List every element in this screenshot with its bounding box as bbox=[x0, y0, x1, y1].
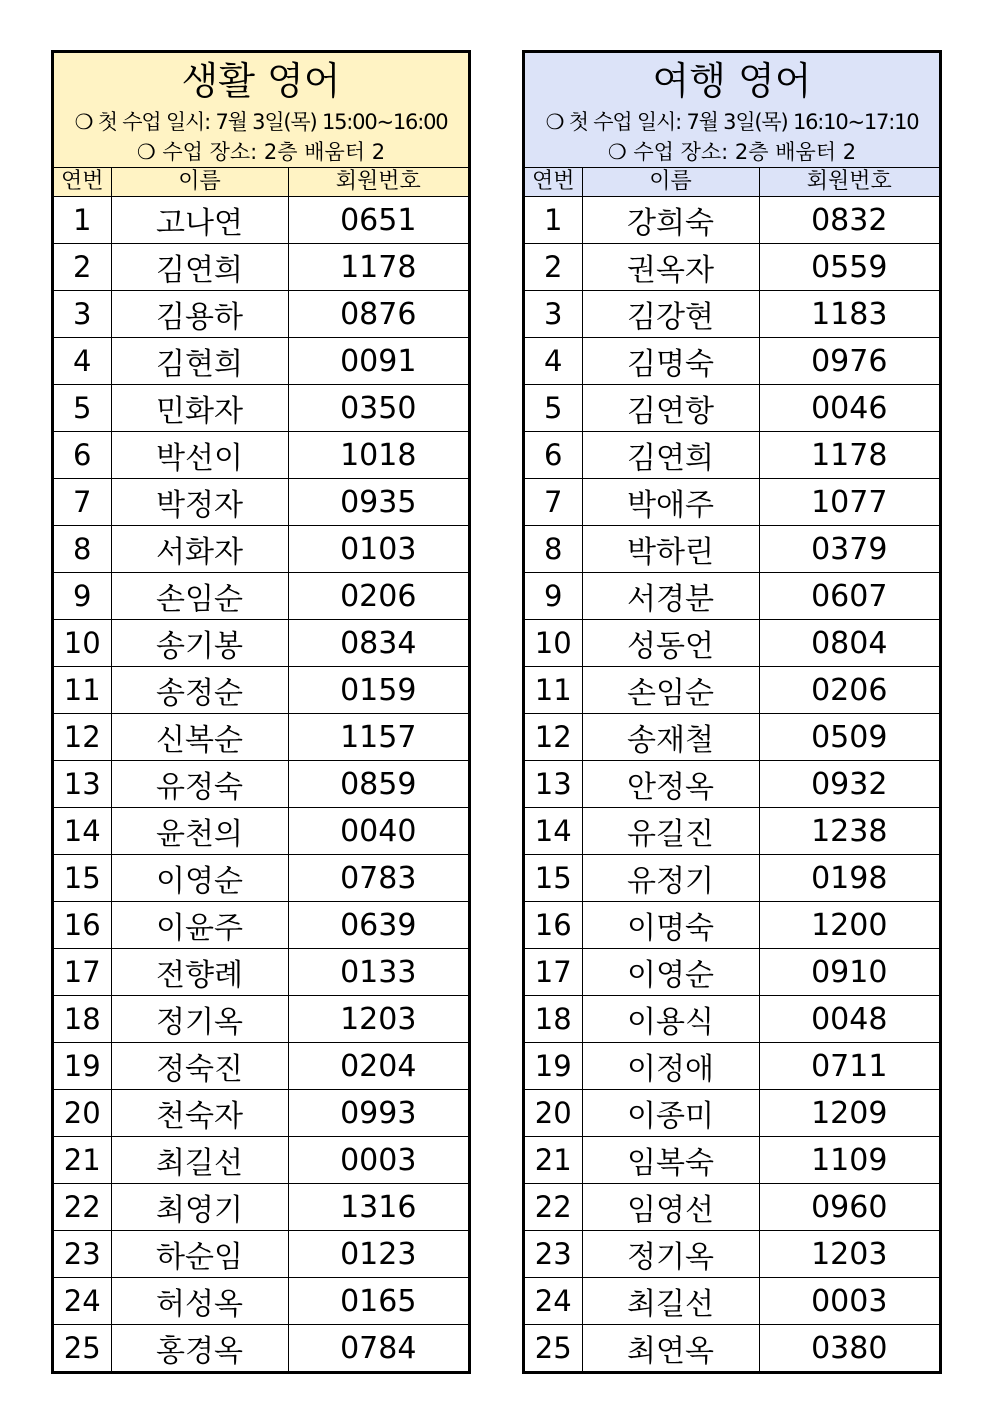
member-id: 0003 bbox=[288, 1137, 468, 1184]
member-id: 0123 bbox=[288, 1231, 468, 1278]
table-row bbox=[525, 338, 939, 385]
row-number: 9 bbox=[525, 573, 582, 620]
row-number: 25 bbox=[525, 1325, 582, 1372]
table-row bbox=[525, 573, 939, 620]
member-id: 0960 bbox=[759, 1184, 939, 1231]
member-name: 최영기 bbox=[111, 1184, 288, 1231]
table-row bbox=[525, 902, 939, 949]
table-row bbox=[54, 385, 468, 432]
member-id: 0204 bbox=[288, 1043, 468, 1090]
row-number: 8 bbox=[54, 526, 111, 573]
member-id: 1018 bbox=[288, 432, 468, 479]
member-name: 송기봉 bbox=[111, 620, 288, 667]
member-name: 이영순 bbox=[111, 855, 288, 902]
roster-table-header bbox=[525, 168, 939, 197]
row-number: 23 bbox=[525, 1231, 582, 1278]
table-row bbox=[54, 1184, 468, 1231]
member-name: 박선이 bbox=[111, 432, 288, 479]
member-name: 이종미 bbox=[582, 1090, 759, 1137]
member-name: 박정자 bbox=[111, 479, 288, 526]
member-name: 손임순 bbox=[582, 667, 759, 714]
column-header-number: 연번 bbox=[54, 168, 111, 197]
member-id: 0103 bbox=[288, 526, 468, 573]
column-header-member-id: 회원번호 bbox=[759, 168, 939, 197]
member-name: 정기옥 bbox=[111, 996, 288, 1043]
member-id: 0206 bbox=[759, 667, 939, 714]
column-header-member-id: 회원번호 bbox=[288, 168, 468, 197]
row-number: 25 bbox=[54, 1325, 111, 1372]
member-name: 송재철 bbox=[582, 714, 759, 761]
table-row bbox=[54, 996, 468, 1043]
member-id: 0048 bbox=[759, 996, 939, 1043]
member-name: 신복순 bbox=[111, 714, 288, 761]
member-name: 성동언 bbox=[582, 620, 759, 667]
member-name: 임영선 bbox=[582, 1184, 759, 1231]
row-number: 18 bbox=[54, 996, 111, 1043]
member-id: 0046 bbox=[759, 385, 939, 432]
table-row bbox=[54, 761, 468, 808]
member-id: 0206 bbox=[288, 573, 468, 620]
member-name: 서경분 bbox=[582, 573, 759, 620]
row-number: 19 bbox=[54, 1043, 111, 1090]
member-name: 이정애 bbox=[582, 1043, 759, 1090]
row-number: 20 bbox=[54, 1090, 111, 1137]
table-row bbox=[525, 385, 939, 432]
member-name: 민화자 bbox=[111, 385, 288, 432]
row-number: 4 bbox=[54, 338, 111, 385]
table-row bbox=[525, 808, 939, 855]
row-number: 14 bbox=[525, 808, 582, 855]
member-id: 0876 bbox=[288, 291, 468, 338]
member-name: 이용식 bbox=[582, 996, 759, 1043]
class-header bbox=[525, 53, 939, 168]
table-row bbox=[525, 996, 939, 1043]
table-row bbox=[54, 949, 468, 996]
member-id: 0935 bbox=[288, 479, 468, 526]
table-row bbox=[54, 667, 468, 714]
member-id: 1203 bbox=[759, 1231, 939, 1278]
member-name: 이명숙 bbox=[582, 902, 759, 949]
row-number: 21 bbox=[525, 1137, 582, 1184]
member-id: 1109 bbox=[759, 1137, 939, 1184]
row-number: 7 bbox=[54, 479, 111, 526]
member-name: 안정옥 bbox=[582, 761, 759, 808]
table-row bbox=[525, 714, 939, 761]
table-row bbox=[54, 1278, 468, 1325]
member-id: 0559 bbox=[759, 244, 939, 291]
member-name: 박하린 bbox=[582, 526, 759, 573]
row-number: 2 bbox=[54, 244, 111, 291]
table-row bbox=[54, 479, 468, 526]
table-row bbox=[525, 526, 939, 573]
member-name: 정기옥 bbox=[582, 1231, 759, 1278]
member-name: 최길선 bbox=[582, 1278, 759, 1325]
table-row bbox=[54, 1231, 468, 1278]
member-name: 김현희 bbox=[111, 338, 288, 385]
member-id: 1157 bbox=[288, 714, 468, 761]
member-name: 이윤주 bbox=[111, 902, 288, 949]
member-id: 1183 bbox=[759, 291, 939, 338]
table-row bbox=[54, 432, 468, 479]
table-row bbox=[54, 620, 468, 667]
member-id: 0091 bbox=[288, 338, 468, 385]
member-id: 0509 bbox=[759, 714, 939, 761]
table-row bbox=[54, 1090, 468, 1137]
table-row bbox=[525, 1090, 939, 1137]
row-number: 13 bbox=[54, 761, 111, 808]
member-name: 김연희 bbox=[582, 432, 759, 479]
class-roster-travel-english bbox=[522, 50, 942, 1374]
roster-table bbox=[525, 168, 939, 1371]
table-row bbox=[525, 855, 939, 902]
member-name: 김명숙 bbox=[582, 338, 759, 385]
table-row bbox=[525, 432, 939, 479]
member-name: 강희숙 bbox=[582, 197, 759, 244]
member-id: 0804 bbox=[759, 620, 939, 667]
row-number: 16 bbox=[525, 902, 582, 949]
member-id: 0165 bbox=[288, 1278, 468, 1325]
member-name: 유길진 bbox=[582, 808, 759, 855]
member-name: 최길선 bbox=[111, 1137, 288, 1184]
member-name: 송정순 bbox=[111, 667, 288, 714]
class-schedule: ❍ 첫 수업 일시: 7월 3일(목) 16:10~17:10 bbox=[545, 110, 919, 134]
row-number: 6 bbox=[525, 432, 582, 479]
class-schedule: ❍ 첫 수업 일시: 7월 3일(목) 15:00~16:00 bbox=[74, 110, 448, 134]
row-number: 5 bbox=[525, 385, 582, 432]
class-roster-living-english bbox=[51, 50, 471, 1374]
class-title: 여행 영어 bbox=[652, 59, 812, 103]
row-number: 1 bbox=[54, 197, 111, 244]
member-id: 0711 bbox=[759, 1043, 939, 1090]
table-row bbox=[525, 1137, 939, 1184]
table-row bbox=[525, 761, 939, 808]
row-number: 14 bbox=[54, 808, 111, 855]
table-row bbox=[54, 1325, 468, 1372]
member-id: 0380 bbox=[759, 1325, 939, 1372]
member-name: 김강현 bbox=[582, 291, 759, 338]
row-number: 1 bbox=[525, 197, 582, 244]
row-number: 20 bbox=[525, 1090, 582, 1137]
member-name: 허성옥 bbox=[111, 1278, 288, 1325]
member-id: 0159 bbox=[288, 667, 468, 714]
row-number: 12 bbox=[54, 714, 111, 761]
table-row bbox=[54, 197, 468, 244]
member-name: 임복숙 bbox=[582, 1137, 759, 1184]
member-id: 0379 bbox=[759, 526, 939, 573]
row-number: 10 bbox=[525, 620, 582, 667]
member-id: 1238 bbox=[759, 808, 939, 855]
table-row bbox=[525, 1184, 939, 1231]
table-row bbox=[525, 1231, 939, 1278]
member-name: 권옥자 bbox=[582, 244, 759, 291]
member-name: 윤천의 bbox=[111, 808, 288, 855]
roster-table bbox=[54, 168, 468, 1371]
member-id: 1077 bbox=[759, 479, 939, 526]
row-number: 21 bbox=[54, 1137, 111, 1184]
table-row bbox=[54, 526, 468, 573]
row-number: 23 bbox=[54, 1231, 111, 1278]
member-id: 0003 bbox=[759, 1278, 939, 1325]
table-row bbox=[525, 197, 939, 244]
row-number: 17 bbox=[54, 949, 111, 996]
member-id: 0784 bbox=[288, 1325, 468, 1372]
member-id: 0834 bbox=[288, 620, 468, 667]
member-id: 0993 bbox=[288, 1090, 468, 1137]
row-number: 3 bbox=[525, 291, 582, 338]
column-header-number: 연번 bbox=[525, 168, 582, 197]
row-number: 7 bbox=[525, 479, 582, 526]
member-id: 0350 bbox=[288, 385, 468, 432]
row-number: 17 bbox=[525, 949, 582, 996]
row-number: 3 bbox=[54, 291, 111, 338]
member-name: 고나연 bbox=[111, 197, 288, 244]
column-header-name: 이름 bbox=[582, 168, 759, 197]
table-row bbox=[525, 667, 939, 714]
table-row bbox=[525, 620, 939, 667]
table-row bbox=[525, 1278, 939, 1325]
row-number: 15 bbox=[525, 855, 582, 902]
class-location: ❍ 수업 장소: 2층 배움터 2 bbox=[136, 140, 386, 164]
member-id: 0607 bbox=[759, 573, 939, 620]
table-row bbox=[525, 479, 939, 526]
table-row bbox=[54, 291, 468, 338]
member-id: 1200 bbox=[759, 902, 939, 949]
table-row bbox=[54, 902, 468, 949]
member-name: 홍경옥 bbox=[111, 1325, 288, 1372]
member-id: 1316 bbox=[288, 1184, 468, 1231]
roster-table-header bbox=[54, 168, 468, 197]
member-id: 0198 bbox=[759, 855, 939, 902]
table-row bbox=[525, 1325, 939, 1372]
row-number: 11 bbox=[525, 667, 582, 714]
member-id: 0040 bbox=[288, 808, 468, 855]
class-location: ❍ 수업 장소: 2층 배움터 2 bbox=[607, 140, 857, 164]
member-id: 1209 bbox=[759, 1090, 939, 1137]
row-number: 11 bbox=[54, 667, 111, 714]
member-name: 유정기 bbox=[582, 855, 759, 902]
member-name: 김연희 bbox=[111, 244, 288, 291]
member-name: 손임순 bbox=[111, 573, 288, 620]
row-number: 18 bbox=[525, 996, 582, 1043]
row-number: 15 bbox=[54, 855, 111, 902]
member-name: 김연항 bbox=[582, 385, 759, 432]
class-title: 생활 영어 bbox=[181, 59, 341, 103]
row-number: 24 bbox=[525, 1278, 582, 1325]
member-id: 1178 bbox=[288, 244, 468, 291]
table-row bbox=[525, 949, 939, 996]
row-number: 12 bbox=[525, 714, 582, 761]
row-number: 2 bbox=[525, 244, 582, 291]
row-number: 22 bbox=[54, 1184, 111, 1231]
table-row bbox=[54, 338, 468, 385]
member-id: 1203 bbox=[288, 996, 468, 1043]
row-number: 16 bbox=[54, 902, 111, 949]
member-id: 0932 bbox=[759, 761, 939, 808]
table-row bbox=[54, 855, 468, 902]
table-row bbox=[54, 714, 468, 761]
class-header bbox=[54, 53, 468, 168]
row-number: 13 bbox=[525, 761, 582, 808]
member-id: 0976 bbox=[759, 338, 939, 385]
member-name: 박애주 bbox=[582, 479, 759, 526]
member-id: 1178 bbox=[759, 432, 939, 479]
member-id: 0859 bbox=[288, 761, 468, 808]
member-name: 최연옥 bbox=[582, 1325, 759, 1372]
row-number: 8 bbox=[525, 526, 582, 573]
member-name: 이영순 bbox=[582, 949, 759, 996]
table-row bbox=[54, 244, 468, 291]
member-name: 김용하 bbox=[111, 291, 288, 338]
member-id: 0910 bbox=[759, 949, 939, 996]
row-number: 9 bbox=[54, 573, 111, 620]
member-name: 하순임 bbox=[111, 1231, 288, 1278]
table-row bbox=[54, 808, 468, 855]
member-id: 0133 bbox=[288, 949, 468, 996]
member-id: 0783 bbox=[288, 855, 468, 902]
table-row bbox=[525, 1043, 939, 1090]
row-number: 24 bbox=[54, 1278, 111, 1325]
member-id: 0639 bbox=[288, 902, 468, 949]
table-row bbox=[54, 573, 468, 620]
member-id: 0651 bbox=[288, 197, 468, 244]
row-number: 5 bbox=[54, 385, 111, 432]
member-name: 전향례 bbox=[111, 949, 288, 996]
member-name: 천숙자 bbox=[111, 1090, 288, 1137]
member-id: 0832 bbox=[759, 197, 939, 244]
row-number: 22 bbox=[525, 1184, 582, 1231]
column-header-name: 이름 bbox=[111, 168, 288, 197]
table-row bbox=[525, 291, 939, 338]
table-row bbox=[54, 1137, 468, 1184]
row-number: 19 bbox=[525, 1043, 582, 1090]
table-row bbox=[525, 244, 939, 291]
member-name: 정숙진 bbox=[111, 1043, 288, 1090]
member-name: 서화자 bbox=[111, 526, 288, 573]
row-number: 10 bbox=[54, 620, 111, 667]
row-number: 4 bbox=[525, 338, 582, 385]
row-number: 6 bbox=[54, 432, 111, 479]
member-name: 유정숙 bbox=[111, 761, 288, 808]
table-row bbox=[54, 1043, 468, 1090]
